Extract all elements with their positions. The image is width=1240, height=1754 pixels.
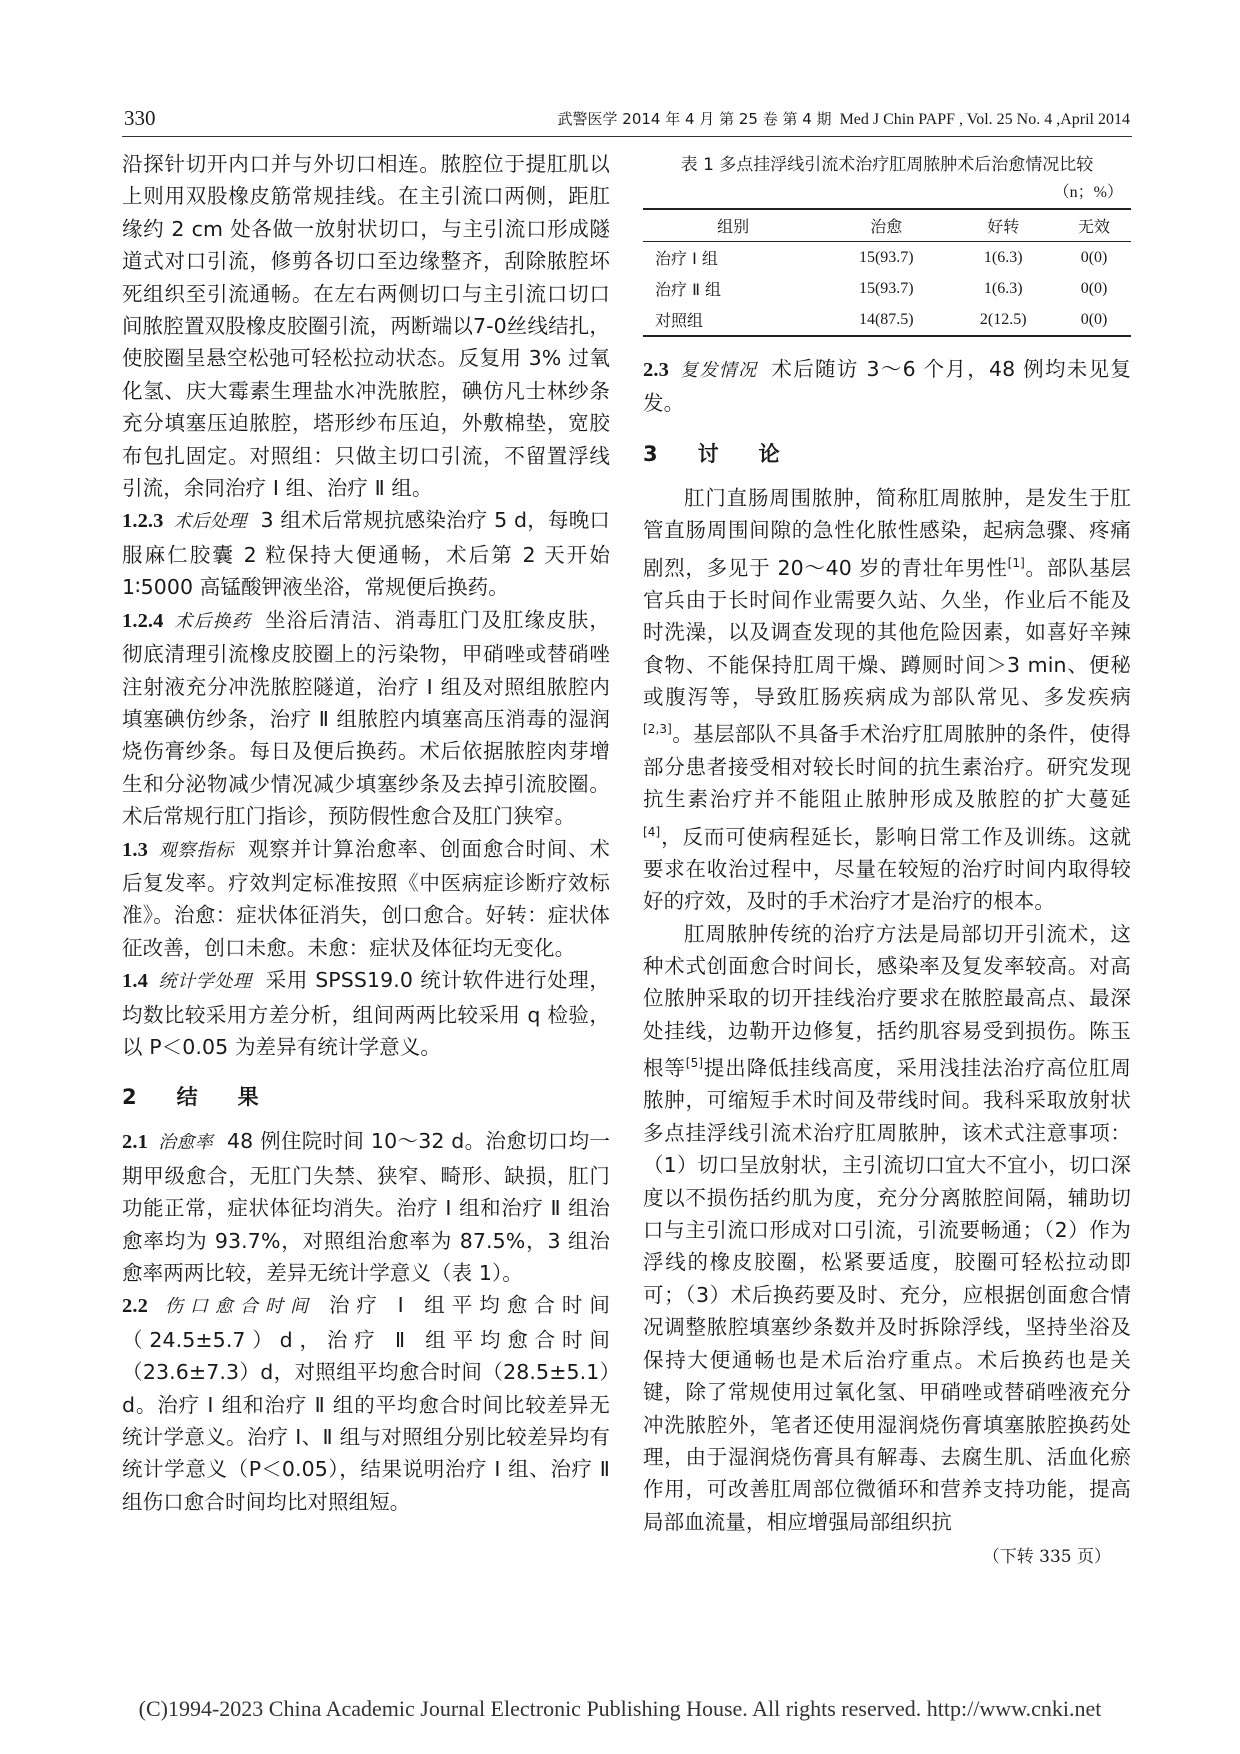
- section-text: 坐浴后清洁、消毒肛门及肛缘皮肤，彻底清理引流橡皮胶圈上的污染物，甲硝唑或替硝唑注射液充分冲洗脓腔隧道，治疗 Ⅰ 组及对照组脓腔内填塞碘仿纱条，治疗 Ⅱ 组脓腔内填塞高压消毒的湿润烧伤膏纱条。每日及便后换药。术后依据脓腔肉芽增生和分泌物减少情况减少填塞纱条及去掉引流胶圈。术后常规行肛门指诊，预防假性愈合及肛门狭窄。: [122, 607, 610, 829]
- section-1-4: [122, 964, 610, 1063]
- section-2-2: [122, 1289, 610, 1518]
- section-number: 1.2.4: [122, 609, 164, 632]
- section-text: 48 例住院时间 10～32 d。治愈切口均一期甲级愈合，无肛门失禁、狭窄、畸形、缺损，肛门功能正常，症状体征均消失。治疗 Ⅰ 组和治疗 Ⅱ 组治愈率均为 93.7%，对照组治愈率为 87.5%，3 组治愈率两两比较，差异无统计学意义（表 1）。: [122, 1129, 610, 1285]
- table-header-cell: 治愈: [823, 209, 949, 242]
- table-row: [643, 273, 1131, 304]
- section-title: 复发情况: [678, 360, 758, 381]
- citation: [1]: [1007, 555, 1025, 570]
- continued-note: （下转 335 页）: [982, 1547, 1111, 1568]
- discussion-paragraph-2: [643, 918, 1131, 1539]
- section-text: 观察并计算治愈率、创面愈合时间、术后复发率。疗效判定标准按照《中医病症诊断疗效标准》。治愈：症状体征消失，创口愈合。好转：症状体征改善，创口未愈。未愈：症状及体征均无变化。: [122, 836, 611, 960]
- section-text: 3 组术后常规抗感染治疗 5 d，每晚口服麻仁胶囊 2 粒保持大便通畅，术后第 2 天开始 1∶5000 高锰酸钾液坐浴，常规便后换药。: [122, 508, 610, 600]
- section-text: 采用 SPSS19.0 统计软件进行处理，均数比较采用方差分析，组间两两比较采用 q 检验，以 P＜0.05 为差异有统计学意义。: [122, 968, 610, 1059]
- discussion-paragraph-1: [643, 482, 1131, 918]
- page-header: [122, 104, 1132, 137]
- table-header-cell: 组别: [643, 209, 823, 242]
- journal-info-en: Med J Chin PAPF , Vol. 25 No. 4 ,April 2014: [839, 111, 1130, 128]
- heading-number: 3: [643, 441, 658, 466]
- table-row: [643, 304, 1131, 336]
- page-number: 330: [124, 106, 156, 130]
- results-table: [643, 208, 1131, 337]
- text-run: 肛周脓肿传统的治疗方法是局部切开引流术，这种术式创面愈合时间长，感染率及复发率较高。对高位脓肿采取的切开挂线治疗要求在脓腔最高点、最深处挂线，边勒开边修复，括约肌容易受到损伤。陈玉根等: [643, 921, 1131, 1081]
- section-title: 治愈率: [157, 1132, 214, 1154]
- journal-info: [558, 108, 1130, 129]
- journal-info-cn: 武警医学 2014 年 4 月 第 25 卷 第 4 期: [557, 110, 832, 128]
- table-cell: 对照组: [643, 304, 823, 336]
- section-title: 观察指标: [157, 839, 235, 861]
- section-number: 1.4: [122, 970, 148, 993]
- table-header-row: [643, 209, 1131, 242]
- section-text: 术后随访 3～6 个月，48 例均未见复发。: [643, 357, 1131, 416]
- section-number: 2.3: [643, 359, 669, 381]
- table-cell: 14(87.5): [823, 304, 949, 336]
- text-run: 提出降低挂线高度，采用浅挂法治疗高位肛周脓肿，可缩短手术时间及带线时间。我科采取放射状多点挂浮线引流术治疗肛周脓肿，该术式注意事项：（1）切口呈放射状，主引流切口宜大不宜小，切口深度以不损伤括约肌为度，充分分离脓腔间隔，辅助切口与主引流口形成对口引流，引流要畅通；（2）作为浮线的橡皮胶圈，松紧要适度，胶圈可轻松拉动即可；（3）术后换药要及时、充分，应根据创面愈合情况调整脓腔填塞纱条数并及时拆除浮线，坚持坐浴及保持大便通畅也是术后治疗重点。术后换药也是关键，除了常规使用过氧化氢、甲硝唑或替硝唑液充分冲洗脓腔外，笔者还使用湿润烧伤膏填塞脓腔换药处理，由于湿润烧伤膏具有解毒、去腐生肌、活血化瘀作用，可改善肛周部位微循环和营养支持功能，提高局部血流量，相应增强局部组织抗: [643, 1056, 1132, 1534]
- text-run: ，反而可使病程延长，影响日常工作及训练。这就要求在收治过程中，尽量在较短的治疗时间内取得较好的疗效，及时的手术治疗才是治疗的根本。: [643, 824, 1131, 914]
- section-text: 治疗 Ⅰ 组平均愈合时间（24.5±5.7）d，治疗 Ⅱ 组平均愈合时间（23.6±7.3）d，对照组平均愈合时间（28.5±5.1）d。治疗 Ⅰ 组和治疗 Ⅱ 组的平均愈合时间比较差异无统计学意义。治疗 Ⅰ、Ⅱ 组与对照组分别比较差异均有统计学意义（P＜0.05），结果说明治疗 Ⅰ 组、治疗 Ⅱ 组伤口愈合时间均比对照组短。: [122, 1293, 610, 1514]
- heading-char-1: 结: [176, 1085, 198, 1110]
- section-number: 2.2: [122, 1295, 148, 1318]
- table-cell: 0(0): [1057, 304, 1131, 336]
- heading-char-2: 果: [237, 1085, 259, 1110]
- table-cell: 15(93.7): [858, 279, 914, 297]
- table-cell: 1(6.3): [983, 248, 1023, 266]
- citation: [2,3]: [643, 722, 672, 737]
- citation: [4]: [643, 824, 661, 839]
- copyright-footer: (C)1994-2023 China Academic Journal Electronic Publishing House. All rights reserved. http://www.cnki.net: [138, 1696, 1102, 1721]
- heading-results: [122, 1081, 610, 1111]
- right-column: [643, 148, 1131, 1584]
- text-run: 。基层部队不具备手术治疗肛周脓肿的条件，使得部分患者接受相对较长时间的抗生素治疗。研究发现抗生素治疗并不能阻止脓肿形成及脓腔的扩大蔓延: [643, 722, 1131, 812]
- table-header-cell: 好转: [949, 209, 1057, 242]
- section-2-1: [122, 1125, 610, 1289]
- table-cell: 2(12.5): [949, 304, 1057, 336]
- heading-discussion: [643, 438, 1131, 468]
- table-caption: 表 1 多点挂浮线引流术治疗肛周脓肿术后治愈情况比较: [680, 155, 1094, 175]
- table-cell: 15(93.7): [858, 248, 914, 266]
- text-run: 。部队基层官兵由于长时间作业需要久站、久坐，作业后不能及时洗澡，以及调查发现的其他危险因素，如喜好辛辣食物、不能保持肛周干燥、蹲厕时间＞3 min、便秘或腹泻等，导致肛肠疾病成为部队常见、多发疾病: [643, 555, 1132, 710]
- table-cell: 0(0): [1080, 279, 1108, 297]
- heading-number: 2: [122, 1085, 137, 1110]
- citation: [5]: [685, 1056, 704, 1071]
- section-number: 2.1: [122, 1131, 148, 1154]
- text-run: 肛门直肠周围脓肿，简称肛周脓肿，是发生于肛管直肠周围间隙的急性化脓性感染，起病急骤、疼痛剧烈，多见于 20～40 岁的青壮年男性: [643, 485, 1131, 580]
- heading-char-2: 论: [758, 441, 780, 466]
- table-header-cell: 无效: [1057, 209, 1131, 242]
- section-title: 伤口愈合时间: [157, 1296, 316, 1318]
- table-1: [643, 150, 1131, 337]
- table-cell: 治疗 Ⅰ 组: [655, 249, 718, 268]
- section-1-2-3: [122, 504, 610, 603]
- table-cell: 治疗 Ⅱ 组: [655, 280, 722, 299]
- section-1-3: [122, 833, 610, 965]
- section-2-3: [643, 353, 1131, 420]
- heading-char-1: 讨: [697, 441, 719, 466]
- table-unit: （n；%）: [1053, 184, 1123, 201]
- section-number: 1.2.3: [122, 510, 164, 533]
- section-title: 术后处理: [173, 511, 247, 533]
- table-row: [643, 242, 1131, 274]
- section-title: 术后换药: [173, 610, 252, 632]
- table-cell: 1(6.3): [983, 279, 1023, 297]
- left-column: [122, 148, 610, 1518]
- method-paragraph: 沿探针切开内口并与外切口相连。脓腔位于提肛肌以上则用双股橡皮筋常规挂线。在主引流口两侧，距肛缘约 2 cm 处各做一放射状切口，与主引流口形成隧道式对口引流，修剪各切口至边缘整齐，刮除脓腔坏死组织至引流通畅。在左右两侧切口与主引流口切口间脓腔置双股橡皮胶圈引流，两断端以7-0丝线结扎，使胶圈呈悬空松弛可轻松拉动状态。反复用 3% 过氧化氢、庆大霉素生理盐水冲洗脓腔，碘仿凡士林纱条充分填塞压迫脓腔，塔形纱布压迫，外敷棉垫，宽胶布包扎固定。对照组：只做主切口引流，不留置浮线引流，余同治疗 Ⅰ 组、治疗 Ⅱ 组。: [122, 152, 610, 501]
- section-title: 统计学处理: [157, 971, 252, 993]
- section-number: 1.3: [122, 838, 148, 861]
- table-cell: 0(0): [1080, 248, 1108, 266]
- section-1-2-4: [122, 604, 610, 833]
